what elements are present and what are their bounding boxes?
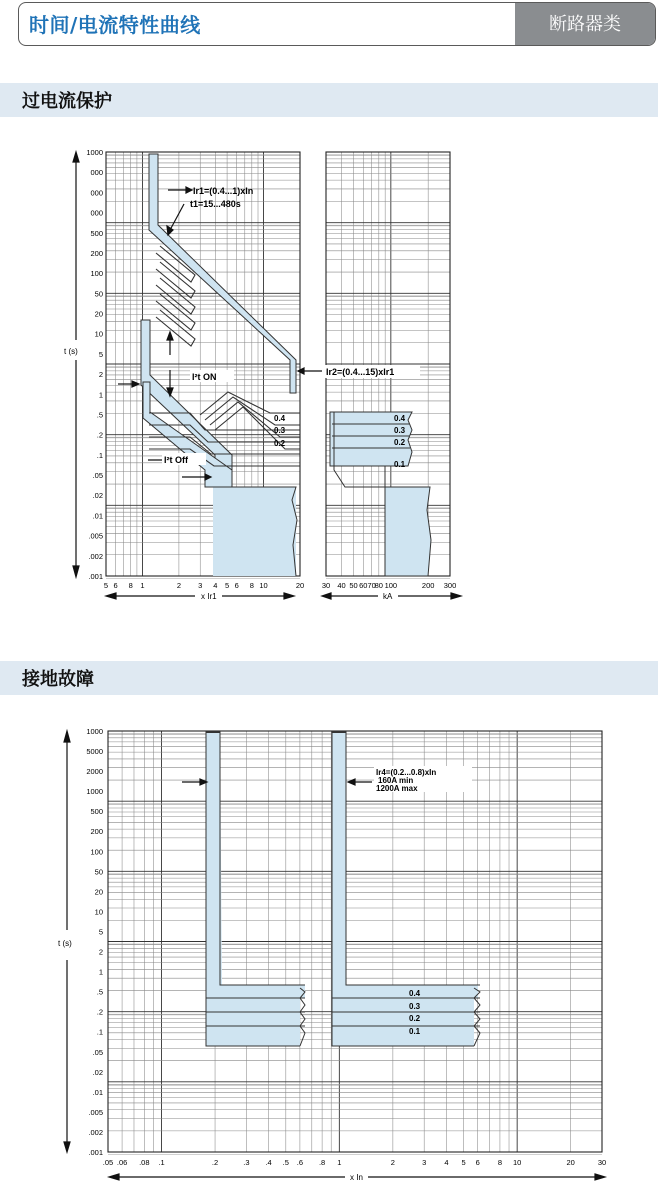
y-axis-label: t (s) [64,347,78,356]
x-tick-label: 8 [249,581,254,590]
y-tick-label: 2 [98,947,103,957]
x-tick-label: 2 [390,1158,395,1167]
y-tick-label: 10 [94,907,103,917]
i2t-off-label: I²t Off [164,455,188,465]
earth-fault-chart [0,720,658,1190]
band-label: 0.4 [394,414,406,423]
x-tick-label: 3 [198,581,203,590]
x-tick-label: 40 [337,581,346,590]
y-tick-label: .002 [88,1127,103,1137]
x-axis-label: x In [350,1173,363,1182]
band-label: 0.3 [409,1002,421,1011]
y-tick-label: 200 [90,248,103,258]
y-tick-label: 500 [90,807,103,817]
y-tick-label: .1 [96,450,103,460]
y-tick-label: .005 [88,531,103,541]
x-tick-label: .4 [265,1158,272,1167]
x-tick-label: 80 [374,581,383,590]
x-tick-label: 4 [444,1158,449,1167]
band-label: 0.4 [274,414,286,423]
x-tick-label: .5 [282,1158,289,1167]
y-tick-label: 50 [94,289,103,299]
x-tick-label: 6 [113,581,118,590]
y-tick-label: .02 [92,1067,103,1077]
x-tick-label: .2 [211,1158,219,1167]
y-tick-label: 000 [90,188,103,198]
x-tick-label: 100 [384,581,398,590]
section-header-overcurrent [0,83,658,117]
band-label: 0.3 [394,426,406,435]
band-label: 0.3 [274,426,286,435]
x-tick-label: .1 [158,1158,165,1167]
band-labels-right [394,414,406,469]
i2t-on-label: I²t ON [192,372,217,382]
y-tick-label: 1 [98,390,103,400]
x-tick-label: .08 [139,1158,150,1167]
x-tick-label: 30 [597,1158,607,1167]
y-tick-label: 200 [90,827,103,837]
x-tick-label: 5 [461,1158,466,1167]
y-tick-label: .001 [88,1148,103,1157]
x-tick-label: 10 [512,1158,522,1167]
x-tick-label: 8 [497,1158,503,1167]
x-tick-label: 30 [321,581,331,590]
x-tick-label: 10 [259,581,268,590]
band-label: 0.2 [409,1014,421,1023]
ir4-setting-label: Ir4=(0.2...0.8)xIn [376,768,437,777]
y-tick-label: 100 [90,269,103,279]
short-delay-band-left [141,320,297,576]
x-tick-label: 20 [295,581,305,590]
y-tick-label: 1000 [86,148,103,157]
y-tick-label: .5 [96,410,103,420]
y-tick-label: 2000 [86,767,103,777]
y-tick-label: .05 [92,1047,103,1057]
page-title: 时间/电流特性曲线 [29,13,201,37]
y-tick-label: 2 [98,370,103,380]
y-tick-label: 1 [98,967,103,977]
ir2-setting-label: Ir2=(0.4...15)xIr1 [326,367,395,377]
x-tick-label: .8 [318,1158,326,1167]
x-tick-label: 3 [422,1158,427,1167]
x-tick-label: 70 [367,581,376,590]
y-tick-label: .005 [88,1107,103,1117]
x-tick-label: 1 [337,1158,342,1167]
y-tick-label: .5 [96,987,103,997]
x-tick-label: 8 [128,581,133,590]
x-tick-label: 200 [421,581,435,590]
y-tick-label: .002 [88,551,103,561]
band-label: 0.4 [409,989,421,998]
x-tick-label: .3 [243,1158,250,1167]
x-tick-label: 5 [225,581,230,590]
band-label: 0.1 [394,460,406,469]
y-tick-label: 000 [90,168,103,178]
y-tick-label: 500 [90,228,103,238]
x-tick-label: 300 [443,581,457,590]
max-current-label: 1200A max [376,784,418,793]
y-tick-label: .2 [96,430,103,440]
y-tick-label: .1 [96,1027,103,1037]
y-tick-label: .05 [92,471,103,481]
t1-setting-label: t1=15...480s [190,199,241,209]
section-header-earth-fault [0,661,658,695]
x-axis-label-left: x Ir1 [201,592,217,601]
x-tick-label: 4 [213,581,218,590]
x-tick-label: 60 [359,581,368,590]
y-tick-label: .01 [92,511,103,521]
y-tick-label: .001 [88,572,103,581]
band-label: 0.1 [409,1027,421,1036]
y-tick-label: 5000 [86,747,103,757]
y-tick-label: 5 [98,349,103,359]
y-tick-label: 1000 [86,787,103,797]
x-tick-label: 6 [234,581,239,590]
min-current-label: 160A min [378,776,414,785]
x-tick-label: 2 [176,581,181,590]
x-tick-label: 6 [475,1158,480,1167]
section-title-overcurrent: 过电流保护 [22,91,112,112]
earth-fault-band-min [206,731,305,1046]
x-tick-label: 20 [566,1158,575,1167]
x-tick-label: .06 [116,1158,128,1167]
y-tick-label: 20 [94,887,103,897]
x-axis-label-right: kA [383,592,393,601]
y-tick-label: 100 [90,847,103,857]
y-tick-label: .01 [92,1087,103,1097]
band-label: 0.2 [274,439,286,448]
ir1-setting-label: Ir1=(0.4...1)xIn [193,186,254,196]
y-tick-label: 50 [94,867,103,877]
category-tag: 断路器类 [515,3,655,46]
x-tick-label: 1 [140,581,145,590]
y-axis-label: t (s) [58,939,72,948]
page-header [18,2,656,46]
y-tick-label: 10 [94,329,103,339]
band-label: 0.2 [394,438,406,447]
y-tick-label: .02 [92,491,103,501]
section-title-earth-fault: 接地故障 [22,669,94,690]
x-tick-label: .6 [296,1158,304,1167]
y-tick-label: 1000 [86,727,103,736]
y-tick-label: 5 [98,927,103,937]
x-tick-label: 5 [103,581,109,590]
x-tick-label: 50 [349,581,358,590]
x-tick-label: .05 [102,1158,114,1167]
y-tick-label: .2 [96,1007,103,1017]
y-tick-label: 000 [90,208,103,218]
band-labels-left [274,414,286,448]
overcurrent-chart [0,140,658,610]
y-tick-label: 20 [94,309,103,319]
instantaneous-band-right [330,412,431,576]
